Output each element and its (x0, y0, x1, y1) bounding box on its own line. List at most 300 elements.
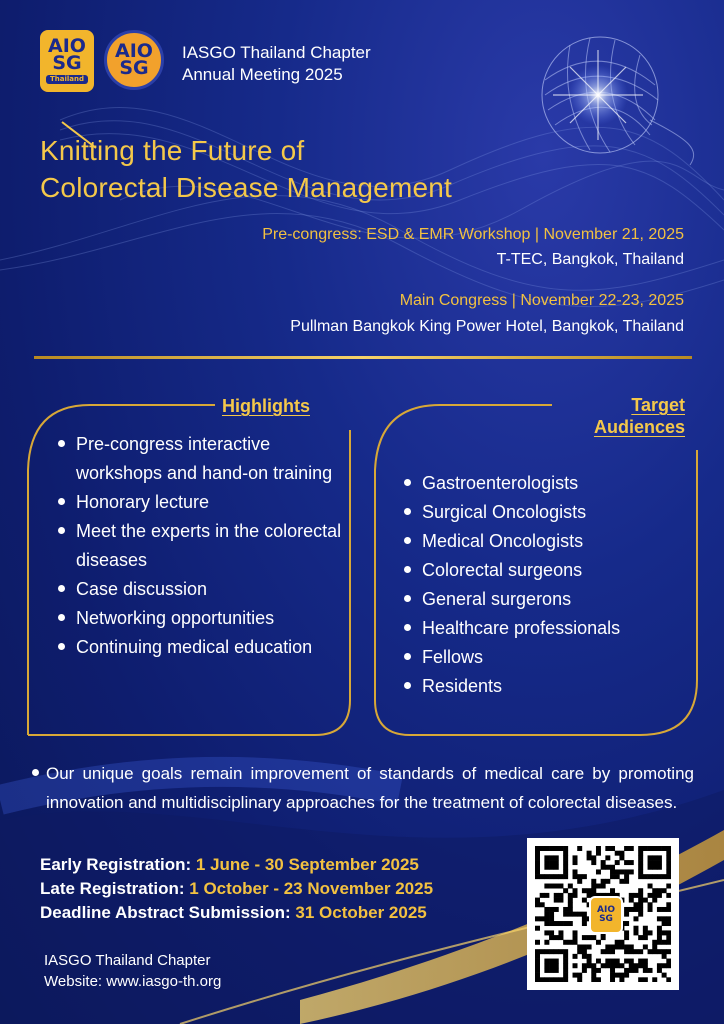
qr-module (648, 968, 653, 973)
qr-module (662, 940, 667, 945)
title-line-1: Knitting the Future of (40, 135, 305, 166)
qr-module (633, 949, 638, 954)
qr-module (573, 855, 578, 860)
qr-module (582, 916, 587, 921)
qr-module (554, 963, 559, 968)
qr-module (638, 898, 643, 903)
qr-module (573, 874, 578, 879)
audiences-heading-line-2: Audiences (593, 417, 685, 437)
qr-module (629, 893, 634, 898)
qr-module (610, 888, 615, 893)
qr-module (535, 874, 540, 879)
aiosg-thailand-logo: AIO SG Thailand (40, 30, 94, 92)
qr-module (605, 963, 610, 968)
list-item: Surgical Oncologists (400, 498, 690, 527)
aiosg-logo: AIO SG (104, 30, 164, 90)
qr-module (610, 959, 615, 964)
qr-module (605, 855, 610, 860)
qr-module (633, 963, 638, 968)
qr-module (610, 874, 615, 879)
qr-module (596, 884, 601, 889)
qr-logo: AIO SG (589, 896, 623, 934)
qr-module (619, 977, 624, 982)
qr-module (591, 977, 596, 982)
qr-module (535, 869, 540, 874)
qr-module (549, 949, 554, 954)
qr-module (544, 865, 549, 870)
qr-module (573, 973, 578, 978)
qr-module (554, 898, 559, 903)
highlights-heading: Highlights (222, 396, 310, 416)
qr-module (549, 977, 554, 982)
qr-module (666, 846, 671, 851)
qr-module (624, 973, 629, 978)
qr-module (610, 949, 615, 954)
qr-module (666, 963, 671, 968)
audiences-heading (594, 394, 685, 438)
main-congress-info: Main Congress | November 22-23, 2025 (399, 292, 684, 309)
qr-module (601, 865, 606, 870)
qr-module (568, 898, 573, 903)
qr-module (563, 977, 568, 982)
qr-module (666, 959, 671, 964)
qr-module (601, 963, 606, 968)
qr-module (657, 968, 662, 973)
qr-module (629, 860, 634, 865)
qr-module (563, 968, 568, 973)
list-item: Networking opportunities (54, 604, 344, 633)
qr-module (540, 902, 545, 907)
qr-module (652, 874, 657, 879)
qr-module (563, 874, 568, 879)
list-item: Meet the experts in the colorectal diseases (54, 517, 344, 575)
qr-module (657, 907, 662, 912)
qr-module (657, 930, 662, 935)
footer-website[interactable]: Website: www.iasgo-th.org (44, 973, 222, 990)
qr-module (648, 902, 653, 907)
qr-module (657, 949, 662, 954)
qr-module (619, 879, 624, 884)
qr-module (535, 898, 540, 903)
qr-module (666, 865, 671, 870)
org-line-1: IASGO Thailand Chapter (182, 43, 371, 62)
qr-module (624, 959, 629, 964)
qr-module (615, 851, 620, 856)
list-item: Continuing medical education (54, 633, 344, 662)
qr-module (648, 930, 653, 935)
qr-module (577, 973, 582, 978)
precongress-info: Pre-congress: ESD & EMR Workshop | November 21, 2025 (262, 226, 684, 243)
qr-module (638, 949, 643, 954)
qr-module (601, 884, 606, 889)
qr-module (643, 898, 648, 903)
qr-module (666, 907, 671, 912)
qr-module (540, 874, 545, 879)
qr-module (573, 912, 578, 917)
qr-module (596, 846, 601, 851)
qr-module (638, 907, 643, 912)
qr-module (643, 935, 648, 940)
qr-module (643, 926, 648, 931)
qr-module (577, 949, 582, 954)
qr-module (666, 884, 671, 889)
qr-module (582, 954, 587, 959)
qr-code[interactable] (527, 838, 679, 990)
qr-module (549, 921, 554, 926)
qr-module (601, 879, 606, 884)
qr-module (544, 893, 549, 898)
qr-module (633, 930, 638, 935)
qr-module (666, 855, 671, 860)
qr-module (619, 851, 624, 856)
qr-module (652, 940, 657, 945)
qr-module (563, 959, 568, 964)
qr-module (662, 888, 667, 893)
qr-module (629, 907, 634, 912)
qr-module (657, 888, 662, 893)
qr-module (666, 935, 671, 940)
qr-module (568, 907, 573, 912)
list-item: General surgerons (400, 585, 690, 614)
qr-module (643, 968, 648, 973)
qr-module (577, 977, 582, 982)
qr-module (558, 949, 563, 954)
qr-module (563, 851, 568, 856)
qr-module (610, 963, 615, 968)
qr-module (643, 846, 648, 851)
qr-module (657, 916, 662, 921)
qr-module (554, 921, 559, 926)
qr-module (573, 940, 578, 945)
audiences-heading-line-1: Target (631, 395, 685, 415)
qr-module (638, 959, 643, 964)
qr-module (657, 940, 662, 945)
qr-module (605, 846, 610, 851)
qr-module (573, 935, 578, 940)
qr-module (568, 893, 573, 898)
qr-module (624, 846, 629, 851)
qr-module (573, 930, 578, 935)
qr-module (662, 973, 667, 978)
qr-module (666, 893, 671, 898)
qr-module (573, 963, 578, 968)
qr-module (643, 944, 648, 949)
qr-module (624, 930, 629, 935)
qr-module (563, 973, 568, 978)
qr-module (544, 860, 549, 865)
qr-module (554, 977, 559, 982)
qr-module (652, 860, 657, 865)
qr-module (549, 935, 554, 940)
qr-module (563, 846, 568, 851)
qr-module (662, 949, 667, 954)
qr-module (582, 944, 587, 949)
qr-module (554, 907, 559, 912)
qr-module (638, 902, 643, 907)
qr-module (577, 912, 582, 917)
qr-module (582, 968, 587, 973)
list-item: Colorectal surgeons (400, 556, 690, 585)
qr-module (544, 968, 549, 973)
qr-module (535, 926, 540, 931)
qr-module (554, 959, 559, 964)
qr-module (591, 935, 596, 940)
qr-module (568, 884, 573, 889)
qr-module (591, 968, 596, 973)
qr-module (573, 954, 578, 959)
qr-module (540, 977, 545, 982)
list-item: Fellows (400, 643, 690, 672)
goal-statement: Our unique goals remain improvement of standards of medical care by promoting innovation and multidisciplinary approaches for the treatment of colorectal diseases. (30, 759, 694, 817)
qr-module (624, 968, 629, 973)
qr-module (591, 860, 596, 865)
qr-module (573, 869, 578, 874)
qr-module (554, 846, 559, 851)
qr-module (544, 874, 549, 879)
qr-module (638, 874, 643, 879)
qr-module (535, 959, 540, 964)
qr-module (643, 959, 648, 964)
qr-module (633, 916, 638, 921)
qr-module (601, 935, 606, 940)
qr-module (535, 902, 540, 907)
qr-module (587, 959, 592, 964)
qr-module (563, 888, 568, 893)
qr-module (549, 855, 554, 860)
qr-module (662, 954, 667, 959)
qr-module (666, 860, 671, 865)
qr-module (535, 968, 540, 973)
qr-module (549, 860, 554, 865)
qr-module (648, 907, 653, 912)
precongress-venue: T-TEC, Bangkok, Thailand (496, 251, 684, 268)
qr-module (648, 865, 653, 870)
qr-module (615, 944, 620, 949)
qr-module (587, 855, 592, 860)
qr-module (554, 968, 559, 973)
qr-module (563, 865, 568, 870)
qr-module (624, 944, 629, 949)
qr-module (615, 869, 620, 874)
qr-module (610, 944, 615, 949)
qr-module (666, 916, 671, 921)
qr-module (563, 869, 568, 874)
list-item: Gastroenterologists (400, 469, 690, 498)
qr-module (568, 940, 573, 945)
qr-module (544, 855, 549, 860)
divider (34, 356, 692, 359)
qr-module (657, 926, 662, 931)
qr-module (633, 926, 638, 931)
qr-module (554, 884, 559, 889)
qr-module (615, 940, 620, 945)
qr-module (535, 949, 540, 954)
qr-module (563, 963, 568, 968)
qr-module (638, 912, 643, 917)
qr-module (633, 902, 638, 907)
qr-module (582, 874, 587, 879)
qr-module (633, 907, 638, 912)
qr-module (629, 898, 634, 903)
qr-module (558, 921, 563, 926)
qr-module (652, 893, 657, 898)
qr-module (666, 949, 671, 954)
qr-module (638, 963, 643, 968)
qr-module (544, 959, 549, 964)
qr-module (605, 944, 610, 949)
qr-module (587, 888, 592, 893)
qr-module (596, 940, 601, 945)
list-item: Medical Oncologists (400, 527, 690, 556)
qr-module (619, 944, 624, 949)
qr-module (648, 874, 653, 879)
qr-module (549, 846, 554, 851)
qr-module (601, 949, 606, 954)
qr-module (638, 888, 643, 893)
qr-module (629, 959, 634, 964)
qr-module (610, 865, 615, 870)
qr-module (629, 869, 634, 874)
qr-module (540, 916, 545, 921)
qr-module (558, 874, 563, 879)
qr-module (648, 949, 653, 954)
qr-module (568, 921, 573, 926)
qr-module (652, 855, 657, 860)
qr-module (563, 860, 568, 865)
main-congress-venue: Pullman Bangkok King Power Hotel, Bangkok, Thailand (290, 318, 684, 335)
qr-module (544, 912, 549, 917)
qr-module (568, 902, 573, 907)
qr-module (558, 884, 563, 889)
qr-module (643, 977, 648, 982)
qr-module (549, 907, 554, 912)
qr-module (573, 893, 578, 898)
qr-module (549, 930, 554, 935)
qr-module (624, 912, 629, 917)
qr-module (648, 860, 653, 865)
qr-module (652, 865, 657, 870)
qr-module (666, 851, 671, 856)
qr-module (535, 846, 540, 851)
qr-module (535, 855, 540, 860)
qr-module (549, 968, 554, 973)
late-registration: Late Registration: 1 October - 23 November 2025 (40, 879, 434, 898)
qr-module (624, 949, 629, 954)
qr-module (624, 874, 629, 879)
early-registration: Early Registration: 1 June - 30 September 2025 (40, 855, 419, 874)
qr-module (619, 869, 624, 874)
qr-module (610, 846, 615, 851)
qr-module (544, 977, 549, 982)
qr-module (638, 846, 643, 851)
qr-module (638, 855, 643, 860)
qr-module (582, 888, 587, 893)
qr-module (544, 940, 549, 945)
qr-module (624, 879, 629, 884)
qr-module (605, 865, 610, 870)
qr-module (554, 874, 559, 879)
list-item: Case discussion (54, 575, 344, 604)
qr-module (558, 893, 563, 898)
qr-module (558, 898, 563, 903)
qr-module (591, 888, 596, 893)
qr-module (535, 963, 540, 968)
org-line-2: Annual Meeting 2025 (182, 65, 343, 84)
qr-module (643, 930, 648, 935)
qr-module (615, 959, 620, 964)
qr-module (643, 963, 648, 968)
qr-module (610, 977, 615, 982)
qr-module (544, 949, 549, 954)
qr-module (563, 949, 568, 954)
qr-module (657, 963, 662, 968)
qr-module (587, 944, 592, 949)
qr-module (648, 846, 653, 851)
qr-module (624, 869, 629, 874)
qr-module (535, 860, 540, 865)
qr-module (554, 860, 559, 865)
qr-module (652, 944, 657, 949)
qr-module (535, 851, 540, 856)
footer (44, 950, 221, 992)
qr-module (554, 893, 559, 898)
qr-module (577, 879, 582, 884)
qr-module (666, 874, 671, 879)
qr-module (615, 874, 620, 879)
qr-module (563, 940, 568, 945)
qr-module (558, 930, 563, 935)
highlights-list (54, 430, 344, 662)
qr-module (596, 977, 601, 982)
qr-module (629, 963, 634, 968)
qr-module (596, 869, 601, 874)
qr-module (662, 921, 667, 926)
qr-module (652, 898, 657, 903)
qr-module (657, 860, 662, 865)
list-item: Healthcare professionals (400, 614, 690, 643)
qr-module (582, 963, 587, 968)
qr-module (619, 963, 624, 968)
qr-module (535, 940, 540, 945)
qr-module (657, 874, 662, 879)
qr-module (657, 935, 662, 940)
qr-module (638, 869, 643, 874)
qr-module (629, 944, 634, 949)
qr-module (582, 949, 587, 954)
qr-module (582, 921, 587, 926)
qr-module (544, 846, 549, 851)
qr-module (666, 902, 671, 907)
qr-module (563, 855, 568, 860)
qr-module (573, 888, 578, 893)
qr-module (666, 930, 671, 935)
qr-module (582, 935, 587, 940)
qr-module (591, 884, 596, 889)
qr-module (633, 968, 638, 973)
qr-module (633, 893, 638, 898)
qr-module (638, 860, 643, 865)
qr-module (648, 893, 653, 898)
qr-module (577, 846, 582, 851)
list-item: Residents (400, 672, 690, 701)
qr-module (662, 907, 667, 912)
qr-module (549, 912, 554, 917)
qr-module (610, 973, 615, 978)
qr-module (591, 855, 596, 860)
qr-module (619, 855, 624, 860)
qr-module (648, 855, 653, 860)
qr-module (610, 869, 615, 874)
